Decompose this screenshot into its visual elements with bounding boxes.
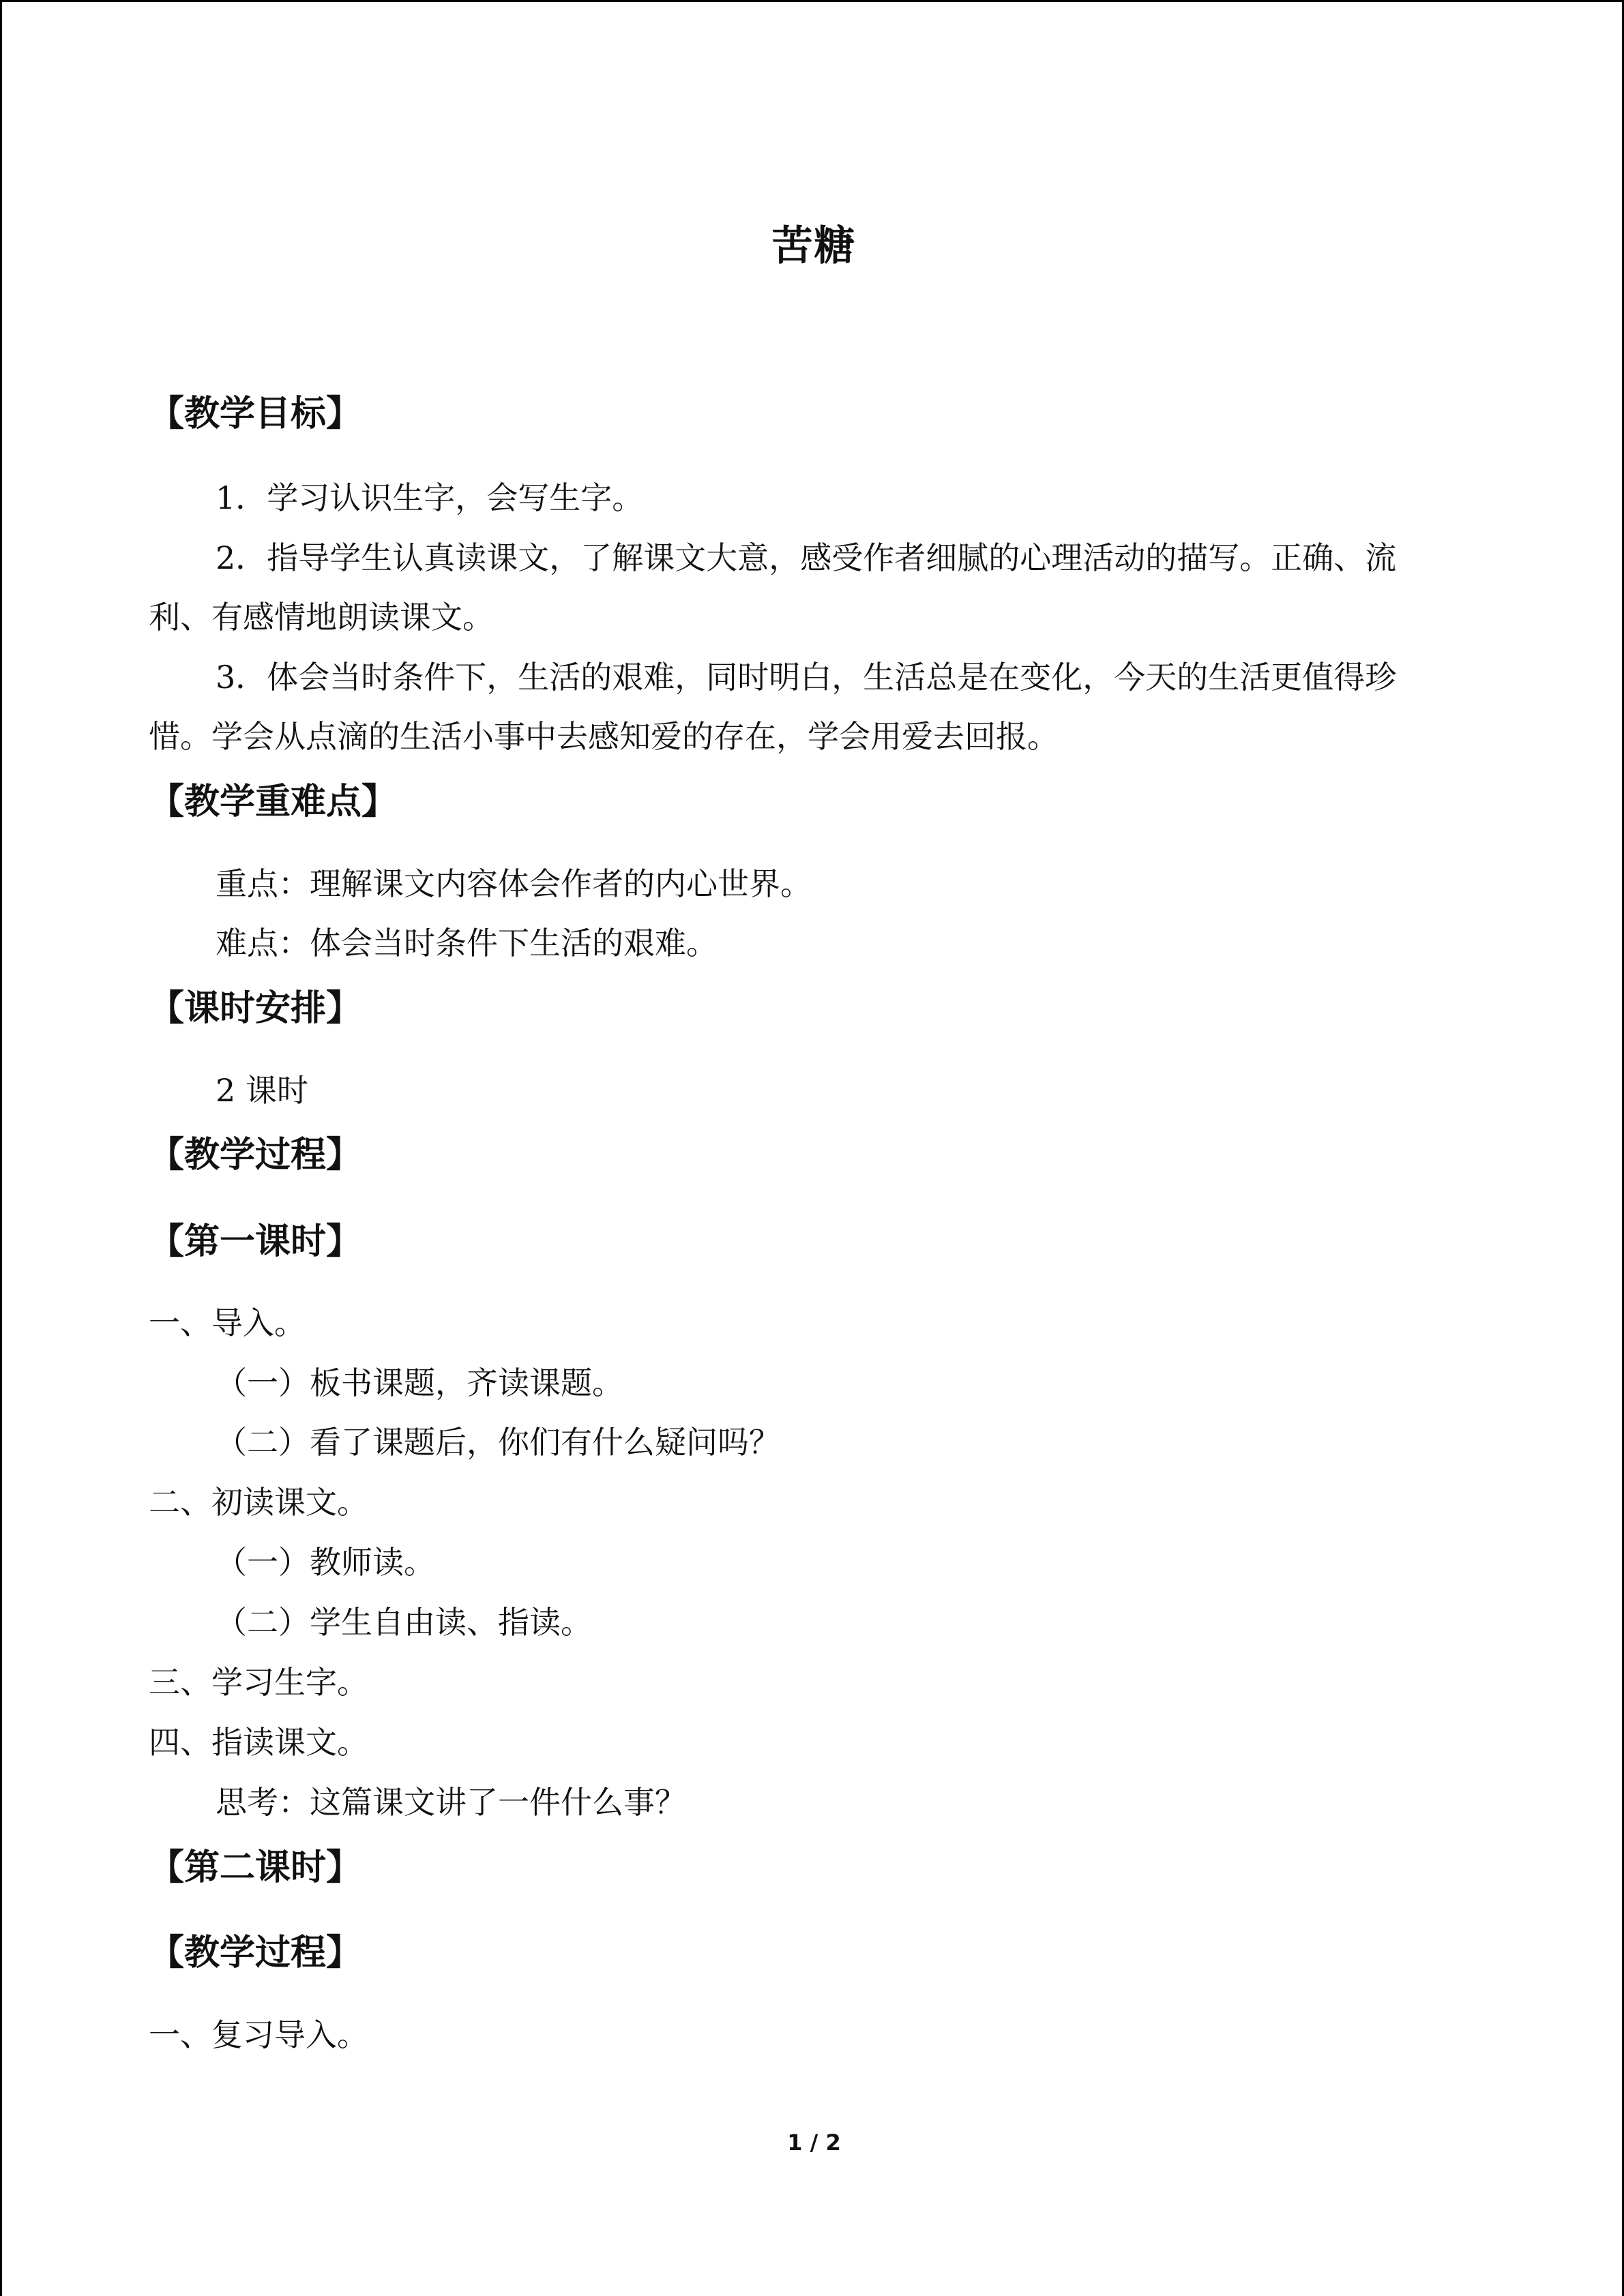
lesson-1-line: 四、指读课文。 xyxy=(149,1724,368,1761)
key-point-line: 重点：理解课文内容体会作者的内心世界。 xyxy=(216,865,812,902)
lesson-1-line: 三、学习生字。 xyxy=(149,1664,368,1701)
lesson-1-line: （二）学生自由读、指读。 xyxy=(216,1604,592,1641)
page-title: 苦糖 xyxy=(771,222,857,270)
objective-line: 3．体会当时条件下，生活的艰难，同时明白，生活总是在变化，今天的生活更值得珍 xyxy=(216,659,1397,696)
lesson-1-line: 二、初读课文。 xyxy=(149,1484,368,1521)
lesson-1-line: 一、导入。 xyxy=(149,1304,306,1341)
heading-process: 【教学过程】 xyxy=(149,1135,362,1176)
heading-schedule: 【课时安排】 xyxy=(149,988,362,1029)
objective-line: 1．学习认识生字，会写生字。 xyxy=(216,479,644,516)
schedule-text: 2 课时 xyxy=(216,1072,308,1109)
objective-line: 2．指导学生认真读课文，了解课文大意，感受作者细腻的心理活动的描写。正确、流 xyxy=(216,539,1397,576)
heading-objectives: 【教学目标】 xyxy=(149,393,362,434)
objective-line: 惜。学会从点滴的生活小事中去感知爱的存在，学会用爱去回报。 xyxy=(149,718,1059,755)
key-point-line: 难点：体会当时条件下生活的艰难。 xyxy=(216,925,718,961)
lesson-2-line: 一、复习导入。 xyxy=(149,2016,368,2053)
objective-line: 利、有感情地朗读课文。 xyxy=(149,599,494,636)
lesson-1-line: （一）教师读。 xyxy=(216,1544,435,1581)
heading-lesson-2: 【第二课时】 xyxy=(149,1847,362,1888)
heading-lesson-2-process: 【教学过程】 xyxy=(149,1933,362,1973)
lesson-1-line: （二）看了课题后，你们有什么疑问吗？ xyxy=(216,1424,780,1461)
page-number: 1 / 2 xyxy=(787,2130,841,2156)
heading-lesson-1: 【第一课时】 xyxy=(149,1221,362,1262)
heading-key-points: 【教学重难点】 xyxy=(149,781,398,822)
lesson-1-line: 思考：这篇课文讲了一件什么事？ xyxy=(216,1784,686,1821)
lesson-1-line: （一）板书课题，齐读课题。 xyxy=(216,1365,623,1401)
